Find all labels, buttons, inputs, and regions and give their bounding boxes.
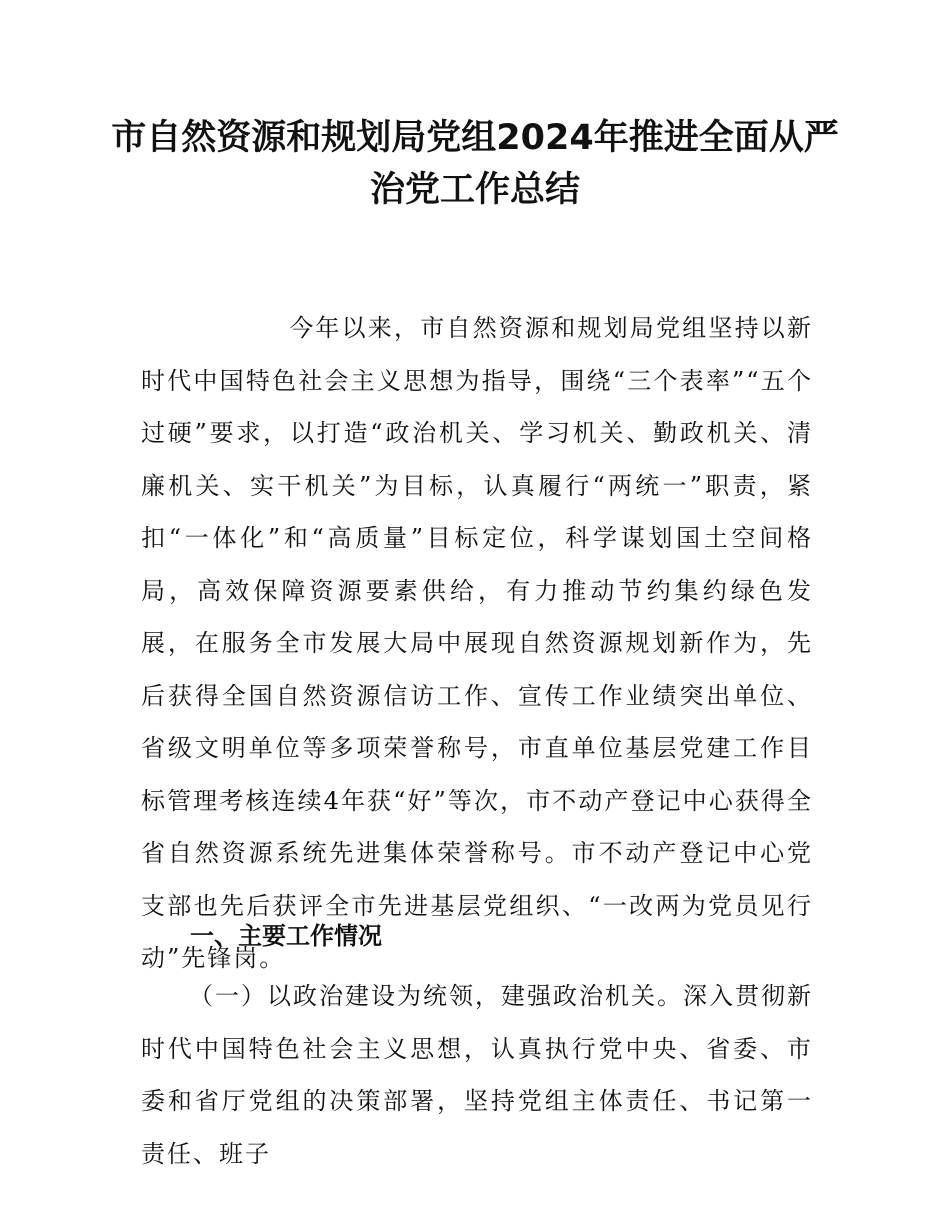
section-heading: 一、主要工作情况 (190, 922, 382, 950)
intro-paragraph (141, 302, 813, 985)
section-paragraph: （一）以政治建设为统领，建强政治机关。深入贯彻新时代中国特色社会主义思想，认真执行党中央、省委、市委和省厅党组的决策部署，坚持党组主体责任、书记第一责任、班子 (141, 982, 813, 1168)
document-title: 市自然资源和规划局党组2024年推进全面从严治党工作总结 (111, 118, 839, 210)
intro-paragraph-text: 今年以来，市自然资源和规划局党组坚持以新时代中国特色社会主义思想为指导，围绕“三个表率”“五个过硬”要求，以打造“政治机关、学习机关、勤政机关、清廉机关、实干机关”为目标，认真履行“两统一”职责，紧扣“一体化”和“高质量”目标定位，科学谋划国土空间格局，高效保障资源要素供给，有力推动节约集约绿色发展，在服务全市发展大局中展现自然资源规划新作为，先后获得全国自然资源信访工作、宣传工作业绩突出单位、省级文明单位等多项荣誉称号，市直单位基层党建工作目标管理考核连续4年获“好”等次，市不动产登记中心获得全省自然资源系统先进集体荣誉称号。市不动产登记中心党支部也先后获评全市先进基层党组织、“一改两为党员见行动”先锋岗。 (141, 314, 813, 972)
